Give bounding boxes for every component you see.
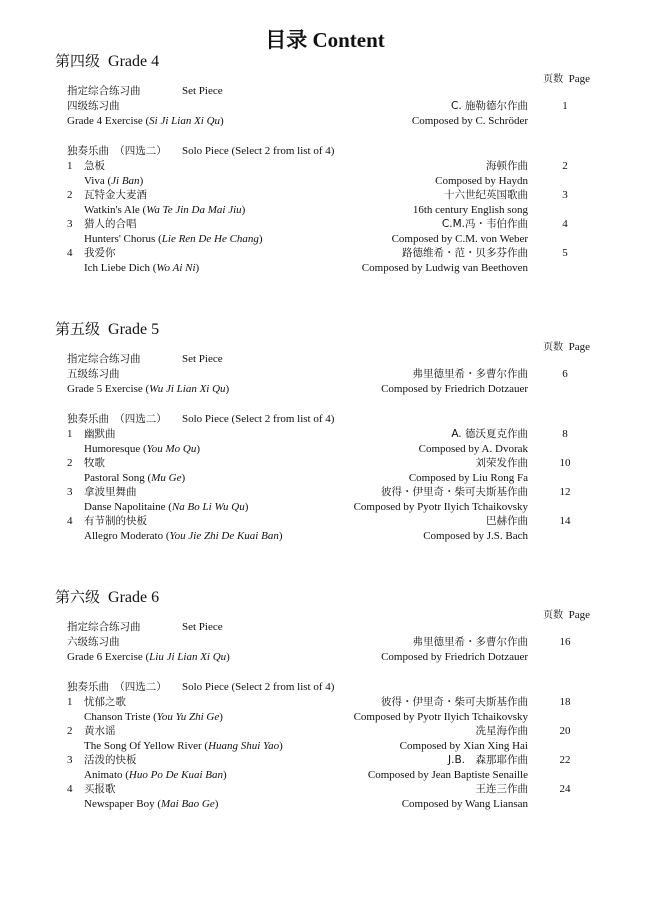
solo-title-row: 3 活泼的快板 J.B. 森那耶作曲 22 — [0, 753, 650, 768]
item-number: 3 — [67, 218, 73, 230]
solo-english-row: The Song Of Yellow River (Huang Shui Yao) Composed by Xian Xing Hai — [84, 740, 528, 752]
set-piece-english-row: Grade 6 Exercise (Liu Ji Lian Xi Qu) Composed by Friedrich Dotzauer — [67, 651, 528, 663]
set-piece-title-row: 四级练习曲 C. 施勒德尔作曲 1 — [0, 99, 650, 114]
page-number: 24 — [559, 783, 571, 795]
page-title: 目录 Content — [265, 28, 385, 52]
grade-heading: 第六级 Grade 6 — [55, 588, 160, 606]
item-number: 2 — [67, 457, 73, 469]
page-number: 18 — [559, 696, 571, 708]
solo-piece-label-row: 独奏乐曲 （四选二） Solo Piece (Select 2 from list of 4) — [67, 681, 335, 693]
solo-english-row: Pastoral Song (Mu Ge) Composed by Liu Rong Fa — [84, 472, 528, 484]
item-number: 4 — [67, 783, 73, 795]
solo-title-row: 4 买报歌 王连三作曲 24 — [0, 782, 650, 797]
solo-english-row: Viva (Ji Ban) Composed by Haydn — [84, 175, 528, 187]
set-piece-label-row: 指定综合练习曲 Set Piece — [67, 353, 223, 365]
set-piece-english-row: Grade 4 Exercise (Si Ji Lian Xi Qu) Composed by C. Schröder — [67, 115, 528, 127]
page-number: 8 — [562, 428, 568, 440]
set-piece-title-row: 五级练习曲 弗里德里希・多曹尔作曲 6 — [0, 367, 650, 382]
page-column-header: 页数 Page — [543, 73, 590, 85]
solo-title-row: 2 瓦特金大麦酒 十六世纪英国歌曲 3 — [0, 188, 650, 203]
item-number: 3 — [67, 486, 73, 498]
page-number: 3 — [562, 189, 568, 201]
page-number: 16 — [559, 636, 571, 648]
solo-english-row: Animato (Huo Po De Kuai Ban) Composed by Jean Baptiste Senaille — [84, 769, 528, 781]
page-number: 6 — [562, 368, 568, 380]
page-number: 20 — [559, 725, 571, 737]
set-piece-title-row: 六级练习曲 弗里德里希・多曹尔作曲 16 — [0, 635, 650, 650]
solo-english-row: Newspaper Boy (Mai Bao Ge) Composed by Wang Liansan — [84, 798, 528, 810]
solo-english-row: Humoresque (You Mo Qu) Composed by A. Dvorak — [84, 443, 528, 455]
solo-piece-label-row: 独奏乐曲 （四选二） Solo Piece (Select 2 from list of 4) — [67, 413, 335, 425]
item-number: 4 — [67, 515, 73, 527]
page-number: 1 — [562, 100, 568, 112]
page-column-header: 页数 Page — [543, 609, 590, 621]
solo-title-row: 2 黄水谣 冼星海作曲 20 — [0, 724, 650, 739]
item-number: 1 — [67, 160, 73, 172]
item-number: 1 — [67, 696, 73, 708]
page-number: 4 — [562, 218, 568, 230]
set-piece-label-row: 指定综合练习曲 Set Piece — [67, 85, 223, 97]
item-number: 2 — [67, 189, 73, 201]
solo-english-row: Allegro Moderato (You Jie Zhi De Kuai Ban) Composed by J.S. Bach — [84, 530, 528, 542]
solo-title-row: 2 牧歌 刘荣发作曲 10 — [0, 456, 650, 471]
solo-title-row: 4 有节制的快板 巴赫作曲 14 — [0, 514, 650, 529]
page-column-header: 页数 Page — [543, 341, 590, 353]
solo-english-row: Ich Liebe Dich (Wo Ai Ni) Composed by Ludwig van Beethoven — [84, 262, 528, 274]
page-number: 22 — [559, 754, 571, 766]
set-piece-label-row: 指定综合练习曲 Set Piece — [67, 621, 223, 633]
page-number: 10 — [559, 457, 571, 469]
solo-english-row: Watkin's Ale (Wa Te Jin Da Mai Jiu) 16th century English song — [84, 204, 528, 216]
grade-heading: 第五级 Grade 5 — [55, 320, 160, 338]
grade-heading: 第四级 Grade 4 — [55, 52, 160, 70]
set-piece-english-row: Grade 5 Exercise (Wu Ji Lian Xi Qu) Composed by Friedrich Dotzauer — [67, 383, 528, 395]
solo-title-row: 1 急板 海顿作曲 2 — [0, 159, 650, 174]
solo-english-row: Danse Napolitaine (Na Bo Li Wu Qu) Composed by Pyotr Ilyich Tchaikovsky — [84, 501, 528, 513]
solo-english-row: Chanson Triste (You Yu Zhi Ge) Composed by Pyotr Ilyich Tchaikovsky — [84, 711, 528, 723]
solo-english-row: Hunters' Chorus (Lie Ren De He Chang) Composed by C.M. von Weber — [84, 233, 528, 245]
item-number: 4 — [67, 247, 73, 259]
item-number: 1 — [67, 428, 73, 440]
solo-title-row: 1 忧郁之歌 彼得・伊里奇・柴可夫斯基作曲 18 — [0, 695, 650, 710]
solo-title-row: 4 我爱你 路德维希・范・贝多芬作曲 5 — [0, 246, 650, 261]
solo-piece-label-row: 独奏乐曲 （四选二） Solo Piece (Select 2 from list of 4) — [67, 145, 335, 157]
page-number: 5 — [562, 247, 568, 259]
item-number: 3 — [67, 754, 73, 766]
page-number: 12 — [559, 486, 571, 498]
solo-title-row: 3 拿波里舞曲 彼得・伊里奇・柴可夫斯基作曲 12 — [0, 485, 650, 500]
page-number: 14 — [559, 515, 571, 527]
solo-title-row: 3 猎人的合唱 C.M.冯・韦伯作曲 4 — [0, 217, 650, 232]
item-number: 2 — [67, 725, 73, 737]
solo-title-row: 1 幽默曲 A. 德沃夏克作曲 8 — [0, 427, 650, 442]
page-number: 2 — [562, 160, 568, 172]
